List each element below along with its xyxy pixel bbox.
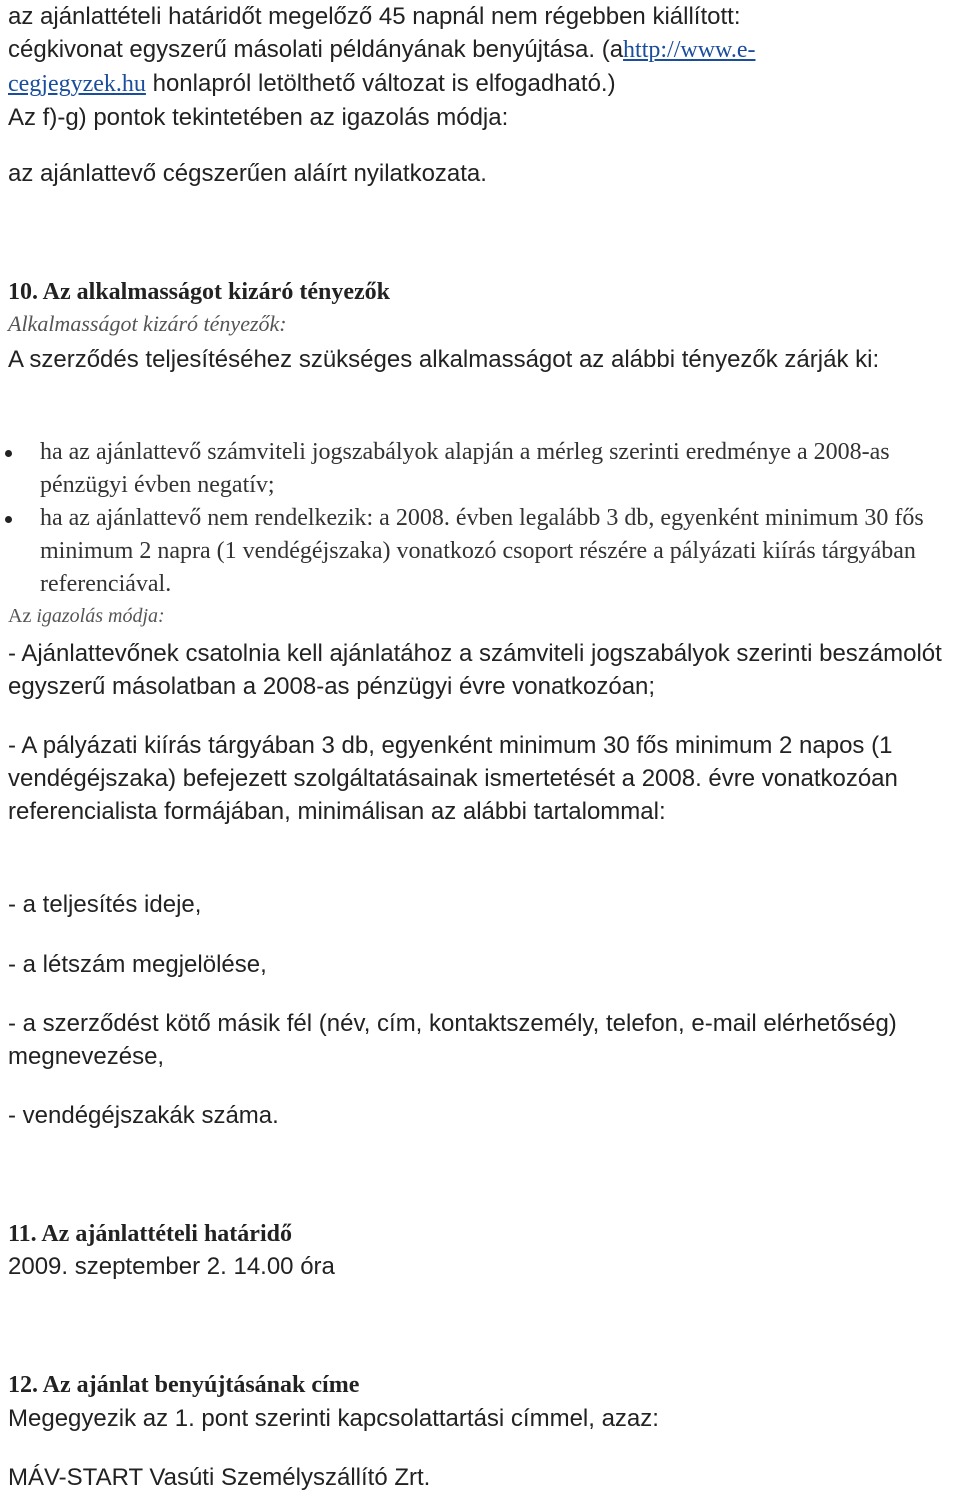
deadline-value: 2009. szeptember 2. 14.00 óra bbox=[8, 1253, 335, 1280]
bullet-icon bbox=[5, 450, 12, 457]
intro-line-2: cégkivonat egyszerű másolati példányának benyújtása. (a bbox=[8, 36, 624, 63]
reference-item-3: - a szerződést kötő másik fél (név, cím, kontaktszemély, telefon, e-mail elérhetőség) megnevezése, bbox=[8, 1010, 897, 1070]
company-name: MÁV-START Vasúti Személyszállító Zrt. bbox=[8, 1464, 431, 1491]
intro-line-1: az ajánlattételi határidőt megelőző 45 napnál nem régebben kiállított: bbox=[8, 3, 741, 30]
proof-mode-label-rest: igazolás módja: bbox=[31, 605, 165, 627]
proof-mode-label-prefix: Az bbox=[8, 605, 32, 627]
exclusion-bullet-2 bbox=[0, 502, 960, 601]
section-12-heading: 12. Az ajánlat benyújtásának címe bbox=[8, 1372, 360, 1398]
section-10-intro: A szerződés teljesítéséhez szükséges alkalmasságot az alábbi tényezők zárják ki: bbox=[8, 346, 880, 373]
e-cegjegyzek-link-part-1[interactable]: http://www.e- bbox=[623, 37, 756, 63]
intro-paragraph bbox=[8, 0, 952, 134]
intro-line-3: honlapról letölthető változat is elfogadható.) bbox=[145, 70, 616, 97]
e-cegjegyzek-link-part-2[interactable]: cegjegyzek.hu bbox=[8, 71, 146, 97]
section-11-heading: 11. Az ajánlattételi határidő bbox=[8, 1221, 292, 1247]
exclusion-bullet-list bbox=[0, 436, 960, 601]
bullet-icon bbox=[5, 516, 12, 523]
proof-mode-f-g: Az f)-g) pontok tekintetében az igazolás módja: bbox=[8, 104, 509, 131]
reference-item-4: - vendégéjszakák száma. bbox=[8, 1102, 279, 1129]
section-10-subheading: Alkalmasságot kizáró tényezők: bbox=[8, 311, 287, 336]
submission-address-line: Megegyezik az 1. pont szerinti kapcsolattartási címmel, azaz: bbox=[8, 1405, 659, 1432]
exclusion-bullet-1-text: ha az ajánlattevő számviteli jogszabályok alapján a mérleg szerinti eredménye a 2008-as pénzügyi évben negatív; bbox=[40, 439, 890, 498]
reference-item-1: - a teljesítés ideje, bbox=[8, 891, 202, 918]
signed-statement-line: az ajánlattevő cégszerűen aláírt nyilatkozata. bbox=[8, 160, 487, 187]
exclusion-bullet-1 bbox=[0, 436, 960, 502]
proof-mode-label bbox=[8, 605, 952, 628]
section-10-heading: 10. Az alkalmasságot kizáró tényezők bbox=[8, 279, 390, 305]
proof-requirement-2: - A pályázati kiírás tárgyában 3 db, egyenként minimum 30 fős minimum 2 napos (1 vendégéjszaka) befejezett szolgáltatásainak ismertetését a 2008. évre vonatkozóan referencialista formájában, minimálisan az alábbi tartalommal: bbox=[8, 732, 898, 825]
proof-requirement-1: - Ajánlattevőnek csatolnia kell ajánlatához a számviteli jogszabályok szerinti beszámolót egyszerű másolatban a 2008-as pénzügyi évre vonatkozóan; bbox=[8, 640, 942, 700]
exclusion-bullet-2-text: ha az ajánlattevő nem rendelkezik: a 2008. évben legalább 3 db, egyenként minimum 30 fős minimum 2 napra (1 vendégéjszaka) vonatkozó csoport részére a pályázati kiírás tárgyában referenciával. bbox=[40, 505, 924, 597]
reference-item-2: - a létszám megjelölése, bbox=[8, 951, 267, 978]
